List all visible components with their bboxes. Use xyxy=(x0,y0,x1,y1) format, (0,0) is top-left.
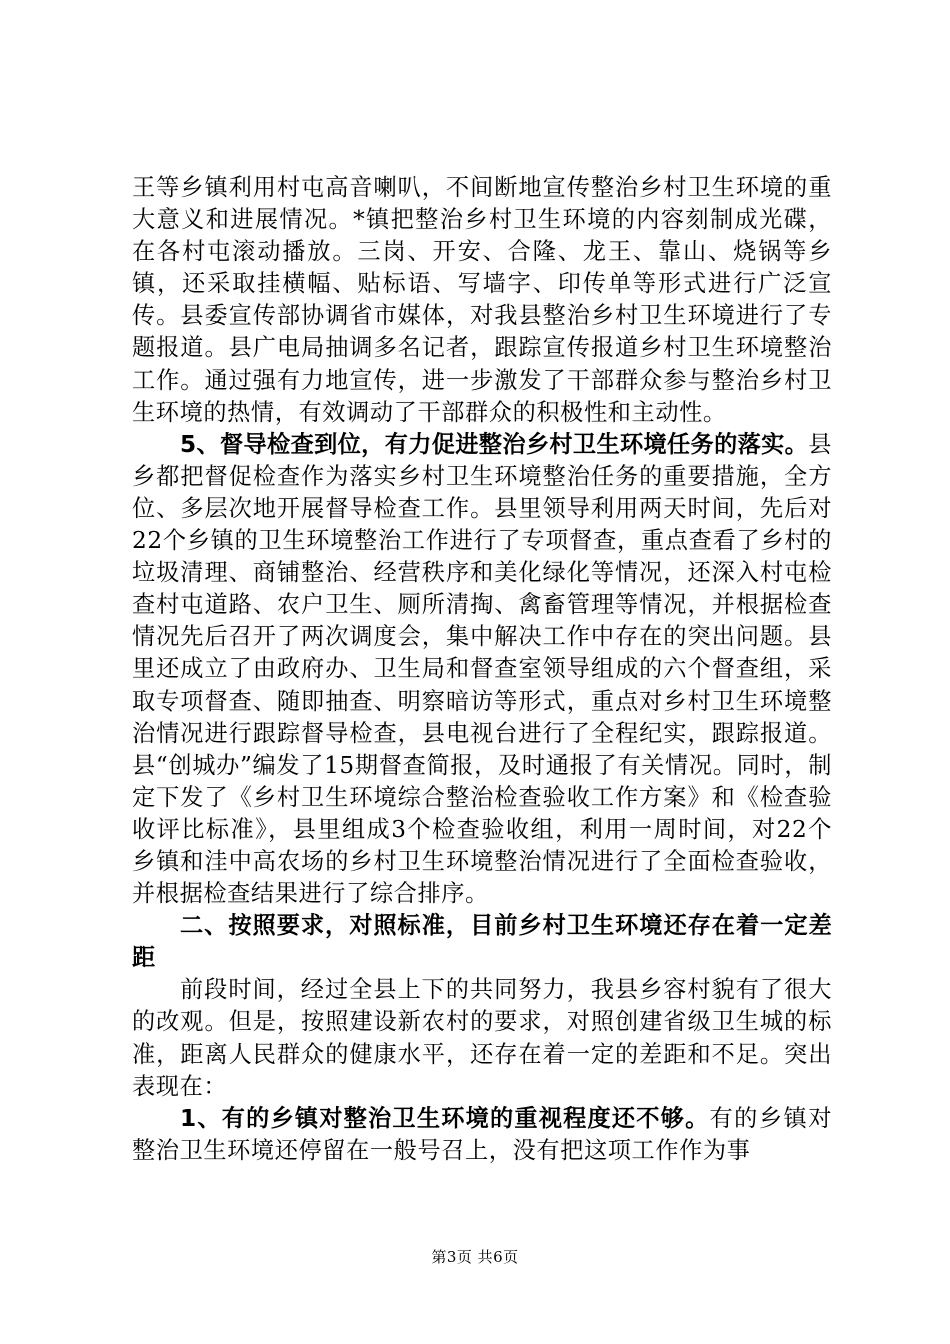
document-body xyxy=(132,172,832,1167)
paragraph-text: 县乡都把督促检查作为落实乡村卫生环境整治任务的重要措施，全方位、多层次地开展督导检查工作。县里领导利用两天时间，先后对22个乡镇的卫生环境整治工作进行了专项督查，重点查看了乡村的垃圾清理、商铺整治、经营秩序和美化绿化等情况，还深入村屯检查村屯道路、农户卫生、厕所清掏、禽畜管理等情况，并根据检查情况先后召开了两次调度会，集中解决工作中存在的突出问题。县里还成立了由政府办、卫生局和督查室领导组成的六个督查组，采取专项督查、随即抽查、明察暗访等形式，重点对乡村卫生环境整治情况进行跟踪督导检查，县电视台进行了全程纪实，跟踪报道。县“创城办”编发了15期督查简报，及时通报了有关情况。同时，制定下发了《乡村卫生环境综合整治检查验收工作方案》和《检查验收评比标准》，县里组成3个检查验收组，利用一周时间，对22个乡镇和洼中高农场的乡村卫生环境整治情况进行了全面检查验收，并根据检查结果进行了综合排序。 xyxy=(132,430,832,908)
paragraph-text: 有的乡镇对整治卫生环境还停留在一般号召上，没有把这项工作作为事 xyxy=(132,1104,833,1164)
section-heading-text: 二、按照要求，对照标准，目前乡村卫生环境还存在着一定差距 xyxy=(132,912,832,972)
paragraph-propaganda xyxy=(132,172,832,429)
page-number-footer: 第3页 共6页 xyxy=(431,1248,519,1266)
paragraph-text: 前段时间，经过全县上下的共同努力，我县乡容村貌有了很大的改观。但是，按照建设新农村的要求，对照创建省级卫生城的标准，距离人民群众的健康水平，还存在着一定的差距和不足。突出表现在： xyxy=(132,976,832,1100)
section-heading xyxy=(132,910,832,974)
paragraph-lead: 5、督导检查到位，有力促进整治乡村卫生环境任务的落实。 xyxy=(180,430,809,458)
paragraph-lead: 1、有的乡镇对整治卫生环境的重视程度还不够。 xyxy=(180,1104,710,1132)
paragraph-attention xyxy=(132,1103,832,1167)
paragraph-gap xyxy=(132,974,832,1102)
paragraph-text: 王等乡镇利用村屯高音喇叭，不间断地宣传整治乡村卫生环境的重大意义和进展情况。*镇把整治乡村卫生环境的内容刻制成光碟，在各村屯滚动播放。三岗、开安、合隆、龙王、靠山、烧锅等乡镇，还采取挂横幅、贴标语、写墙字、印传单等形式进行广泛宣传。县委宣传部协调省市媒体，对我县整治乡村卫生环境进行了专题报道。县广电局抽调多名记者，跟踪宣传报道乡村卫生环境整治工作。通过强有力地宣传，进一步激发了干部群众参与整治乡村卫生环境的热情，有效调动了干部群众的积极性和主动性。 xyxy=(132,174,832,426)
paragraph-supervision xyxy=(132,429,832,910)
